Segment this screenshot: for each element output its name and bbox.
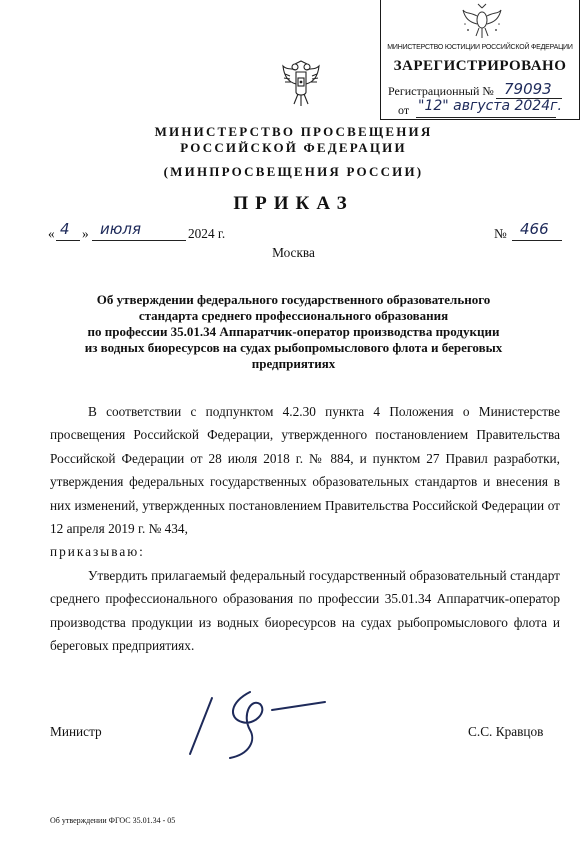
order-number-label: № (494, 226, 507, 241)
body-paragraph-decision: Утвердить прилагаемый федеральный государственный образовательный стандарт среднего профессионального образования по профессии 35.01.34 Аппаратчик-оператор производства продукции из водных биоресурсов на судах рыбопромыслового флота и береговых предприятиях. (50, 567, 560, 654)
stamp-ministry-label: МИНИСТЕРСТВО ЮСТИЦИИ РОССИЙСКОЙ ФЕДЕРАЦИИ (387, 44, 573, 51)
ministry-name-line1: МИНИСТЕРСТВО ПРОСВЕЩЕНИЯ (154, 124, 433, 139)
footer-reference: Об утверждении ФГОС 35.01.34 - 05 (50, 816, 176, 825)
order-month-underline (92, 240, 186, 241)
document-type: ПРИКАЗ (233, 193, 354, 214)
body-paragraph-legal-basis: В соответствии с подпунктом 4.2.30 пункта 4 Положения о Министерстве просвещения Российской Федерации, утвержденного постановлением Правительства Российской Федерации от 28 июля 2018 г. № 884, и пунктом 27 Правил разработки, утверждения федеральных государственных образовательных стандартов и внесения в них изменений, утвержденных постановлением Правительства Российской Федерации от 12 апреля 2019 г. № 434, (50, 404, 560, 537)
document-body (50, 400, 560, 657)
title-line4: из водных биоресурсов на судах рыбопромыслового флота и береговых (84, 340, 503, 355)
order-day-underline (56, 240, 80, 241)
title-line5: предприятиях (251, 356, 336, 371)
coat-of-arms-icon (281, 60, 321, 108)
stamp-reg-number-label: Регистрационный № (388, 84, 494, 98)
order-date-quote-close: » (82, 226, 89, 241)
stamp-date-underline (416, 117, 556, 118)
title-line1: Об утверждении федерального государственного образовательного (96, 292, 491, 307)
order-day: 4 (60, 220, 70, 238)
order-month: июля (100, 220, 141, 238)
order-number-underline (512, 240, 562, 241)
ministry-name-line2: РОССИЙСКОЙ ФЕДЕРАЦИИ (180, 140, 407, 155)
order-date-quote-open: « (48, 226, 55, 241)
ministry-short-name: (МИНПРОСВЕЩЕНИЯ РОССИИ) (163, 164, 424, 179)
body-order-word: приказываю: (50, 544, 145, 560)
order-city: Москва (272, 245, 315, 260)
signature-position: Министр (50, 724, 102, 739)
title-line3: по профессии 35.01.34 Аппаратчик-оператор производства продукции (87, 324, 500, 339)
stamp-eagle-emblem-icon (460, 2, 504, 42)
title-line2: стандарта среднего профессионального образования (138, 308, 449, 323)
signature-name: С.С. Кравцов (468, 724, 544, 739)
stamp-date: "12" августа 2024г. (418, 98, 562, 114)
handwritten-signature-icon (180, 682, 340, 762)
stamp-reg-number: 79093 (504, 80, 552, 98)
order-number: 466 (520, 220, 549, 238)
stamp-date-prefix: от (398, 103, 410, 117)
order-year: 2024 г. (188, 226, 226, 241)
stamp-registered-label: ЗАРЕГИСТРИРОВАНО (393, 58, 567, 74)
